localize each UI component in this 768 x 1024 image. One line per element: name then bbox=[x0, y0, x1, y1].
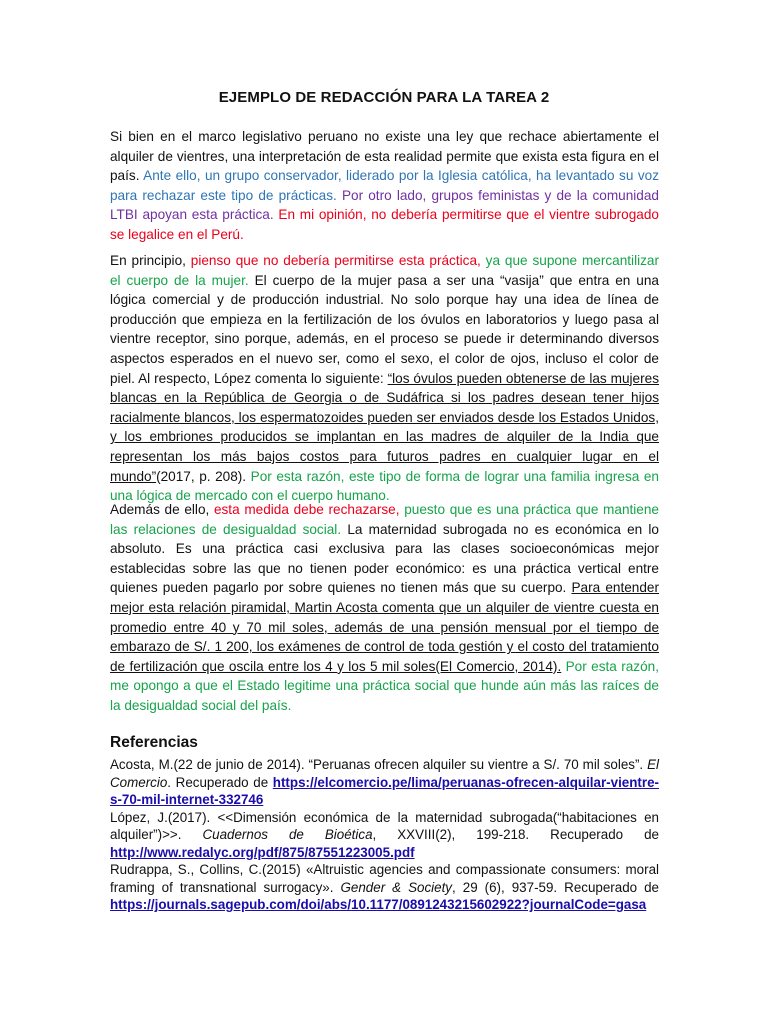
arg2-conclusion-text: Por esta razón, me opongo a que el Estado legitime una práctica social que hunde aún más las raíces de la desigualdad social del país. bbox=[110, 658, 659, 713]
reference-source: Gender & Society bbox=[340, 879, 453, 895]
references-list bbox=[110, 756, 659, 914]
reference-link[interactable]: https://elcomercio.pe/lima/peruanas-ofrecen-alquilar-vientre-s-70-mil-internet-332746 bbox=[110, 774, 659, 807]
arg2-reason-text: puesto que es una práctica que mantiene las relaciones de desigualdad social. bbox=[110, 502, 659, 537]
paragraph-introduction bbox=[110, 127, 659, 245]
reference-link[interactable]: http://www.redalyc.org/pdf/875/87551223005.pdf bbox=[110, 844, 415, 860]
arg2-development-text: La maternidad subrogada no es económica en lo absoluto. Es una práctica casi exclusiva para las clases socioeconómicas mejor establecidas sobre las que no tienen poder económico: es una práctica vertical entre quienes pueden pagarlo por sobre quienes no tienen más que su cuerpo. bbox=[110, 521, 659, 596]
reference-text: Acosta, M.(22 de junio de 2014). “Peruanas ofrecen alquiler su vientre a S/. 70 mil soles”. bbox=[110, 757, 648, 772]
reference-item bbox=[110, 861, 659, 914]
intro-context-text: Si bien en el marco legislativo peruano no existe una ley que rechace abiertamente el alquiler de vientres, una interpretación de esta realidad permite que exista esta figura en el país. bbox=[110, 129, 659, 184]
document-title: EJEMPLO DE REDACCIÓN PARA LA TAREA 2 bbox=[218, 89, 550, 106]
reference-after-text: , 29 (6), 937-59. Recuperado de bbox=[452, 879, 660, 895]
paragraph-argument-2 bbox=[110, 500, 659, 716]
reference-item bbox=[110, 756, 659, 809]
arg2-thesis-text: esta medida debe rechazarse, bbox=[213, 502, 405, 517]
reference-after-text: , XXVIII(2), 199-218. Recuperado de bbox=[372, 827, 659, 842]
arg1-conclusion-text: Por esta razón, este tipo de forma de lograr una familia ingresa en una lógica de mercado con el cuerpo humano. bbox=[110, 468, 659, 504]
arg1-thesis-text: pienso que no debería permitirse esta práctica, bbox=[190, 253, 486, 268]
arg1-citation-text: (2017, p. 208). bbox=[156, 468, 251, 484]
reference-source: El Comercio bbox=[110, 757, 659, 790]
arg1-quote-text: “los óvulos pueden obtenerse de las mujeres blancas en la República de Georgia o de Sudáfrica si los padres desean tener hijos racialmente blancos, los espermatozoides pueden ser enviados desde los Estados Unidos, y los embriones producidos se implantan en las madres de alquiler de la India que representan los más bajos costos para futuros padres en cualquier lugar en el mundo” bbox=[110, 370, 659, 484]
reference-link[interactable]: https://journals.sagepub.com/doi/abs/10.1177/0891243215602922?journalCode=gasa bbox=[110, 897, 647, 912]
arg2-quote-text: Para entender mejor esta relación piramidal, Martin Acosta comenta que un alquiler de vientre cuesta en promedio entre 40 y 70 mil soles, además de una pensión mensual por el tiempo de embarazo de S/. 1 200, los exámenes de control de toda gestión y el costo del tratamiento de fertilización que oscila entre los 4 y los 5 mil soles(El Comercio, 2014). bbox=[110, 580, 660, 674]
paragraph-argument-1 bbox=[110, 251, 659, 506]
reference-source: Cuadernos de Bioética bbox=[202, 827, 373, 842]
intro-supporting-view-text: Por otro lado, grupos feministas y de la comunidad LTBI apoyan esta práctica. bbox=[110, 187, 659, 223]
reference-after-text: . Recuperado de bbox=[167, 774, 273, 790]
intro-thesis-text: En mi opinión, no debería permitirse que el vientre subrogado se legalice en el Perú. bbox=[110, 207, 659, 242]
reference-item bbox=[110, 809, 659, 862]
reference-text: Rudrappa, S., Collins, C.(2015) «Altruistic agencies and compassionate consumers: moral framing of transnational surrogacy». bbox=[110, 862, 659, 895]
arg1-connector-text: En principio, bbox=[110, 253, 191, 268]
reference-text: López, J.(2017). <<Dimensión económica de la maternidad subrogada(“habitaciones en alquiler”)>>. bbox=[110, 809, 659, 842]
arg2-connector-text: Además de ello, bbox=[110, 502, 214, 517]
arg1-reason-text: ya que supone mercantilizar el cuerpo de la mujer. bbox=[110, 253, 659, 288]
references-heading: Referencias bbox=[110, 734, 198, 751]
arg1-development-text: El cuerpo de la mujer pasa a ser una “vasija” que entra en una lógica comercial y de producción industrial. No solo porque hay una idea de línea de producción que empieza en la fertilización de los óvulos en laboratorios y luego pasa al vientre receptor, sino porque, además, en el proceso se puede ir determinando diversos aspectos esperados en el nuevo ser, como el sexo, el color de ojos, incluso el color de piel. Al respecto, López comenta lo siguiente: bbox=[110, 272, 659, 386]
intro-opposing-view-text: Ante ello, un grupo conservador, liderado por la Iglesia católica, ha levantado su voz para rechazar este tipo de prácticas. bbox=[110, 168, 659, 203]
